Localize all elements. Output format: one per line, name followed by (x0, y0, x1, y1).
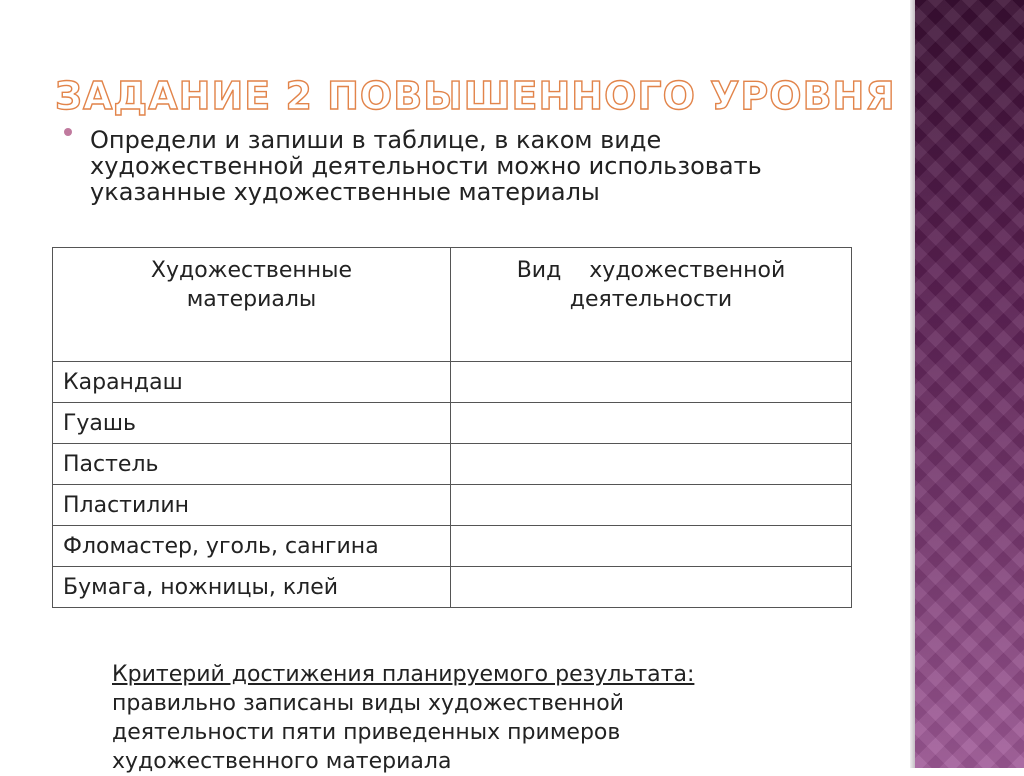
slide-title: ЗАДАНИЕ 2 ПОВЫШЕННОГО УРОВНЯ (55, 74, 896, 118)
material-cell: Бумага, ножницы, клей (53, 567, 451, 608)
material-cell: Карандаш (53, 362, 451, 403)
decorative-side-panel (915, 0, 1024, 768)
material-cell: Гуашь (53, 403, 451, 444)
header-text: материалы (186, 287, 317, 312)
table-row (53, 485, 852, 526)
table-row (53, 403, 852, 444)
material-cell: Фломастер, уголь, сангина (53, 526, 451, 567)
activity-cell[interactable] (451, 567, 852, 608)
criterion-note (112, 660, 872, 776)
activity-cell[interactable] (451, 526, 852, 567)
materials-table (52, 247, 852, 608)
activity-cell[interactable] (451, 444, 852, 485)
task-text-line: Определи и запиши в таблице, в каком виде (90, 126, 662, 154)
criterion-line: правильно записаны виды художественной (112, 691, 624, 716)
table-row (53, 567, 852, 608)
header-activity (451, 248, 852, 362)
table-row (53, 526, 852, 567)
header-materials (53, 248, 451, 362)
criterion-line: художественного материала (112, 749, 452, 774)
task-text-line: художественной деятельности можно использовать (90, 152, 762, 180)
header-text: Художественные (150, 258, 353, 283)
material-cell: Пастель (53, 444, 451, 485)
criterion-line: деятельности пяти приведенных примеров (112, 720, 621, 745)
header-text: деятельности (569, 287, 733, 312)
task-text-line: указанные художественные материалы (90, 178, 600, 206)
header-text: Вид художественной (516, 258, 786, 283)
table-row (53, 444, 852, 485)
activity-cell[interactable] (451, 362, 852, 403)
task-text (90, 127, 880, 205)
activity-cell[interactable] (451, 485, 852, 526)
activity-cell[interactable] (451, 403, 852, 444)
table-row (53, 362, 852, 403)
bullet-icon (64, 128, 72, 136)
table-header-row (53, 248, 852, 362)
criterion-label: Критерий достижения планируемого результата: (112, 662, 695, 687)
material-cell: Пластилин (53, 485, 451, 526)
